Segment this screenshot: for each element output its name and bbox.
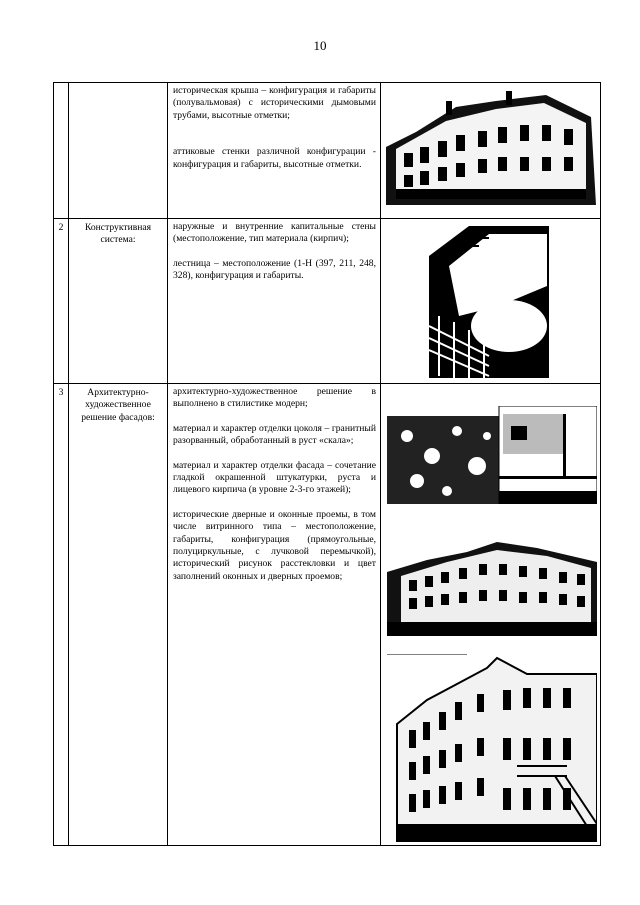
description-paragraph: материал и характер отделки цоколя – гранитный разорванный, обработанный в руст «скала»; — [173, 422, 376, 447]
row-images — [381, 83, 601, 219]
corner-facade-photo — [387, 654, 597, 842]
row-name: Конструктивная система: — [69, 219, 168, 384]
heritage-table — [53, 82, 601, 846]
row-description — [168, 83, 381, 219]
row-description — [168, 219, 381, 384]
row-name: Архитектурно-художественное решение фасадов: — [69, 384, 168, 846]
description-paragraph: историческая крыша – конфигурация и габариты (полувальмовая) с историческими дымовыми трубами, высотные отметки; — [173, 85, 376, 121]
staircase-photo — [429, 226, 549, 378]
table-row — [54, 384, 601, 846]
description-paragraph: наружные и внутренние капитальные стены (местоположение, тип материала (кирпич); — [173, 221, 376, 245]
plinth-detail-photo — [387, 406, 597, 504]
row-number: 3 — [54, 384, 69, 846]
building-facade-photo — [386, 87, 596, 205]
description-paragraph: исторические дверные и оконные проемы, в том числе витринного типа – местоположение, габариты, конфигурация (прямоугольные, полуциркульные, с лучковой перемычкой), исторический рисунок расстекловки и цвет заполнений оконных и дверных проемов; — [173, 508, 376, 582]
page-number: 10 — [313, 38, 327, 53]
table-row — [54, 219, 601, 384]
row-images — [381, 384, 601, 846]
description-paragraph: лестница – местоположение (1-Н (397, 211, 248, 328), конфигурация и габариты. — [173, 257, 376, 282]
description-paragraph: материал и характер отделки фасада – сочетание гладкой окрашенной штукатурки, руста и лицевого кирпича (в уровне 2-3-го этажей); — [173, 459, 376, 496]
row-name — [69, 83, 168, 219]
street-facade-photo — [387, 542, 597, 636]
row-number — [54, 83, 69, 219]
row-description — [168, 384, 381, 846]
description-paragraph: аттиковые стенки различной конфигурации - конфигурация и габариты, высотные отметки. — [173, 146, 376, 170]
table-row — [54, 83, 601, 219]
row-number: 2 — [54, 219, 69, 384]
description-paragraph: архитектурно-художественное решение в выполнено в стилистике модерн; — [173, 386, 376, 410]
row-images — [381, 219, 601, 384]
